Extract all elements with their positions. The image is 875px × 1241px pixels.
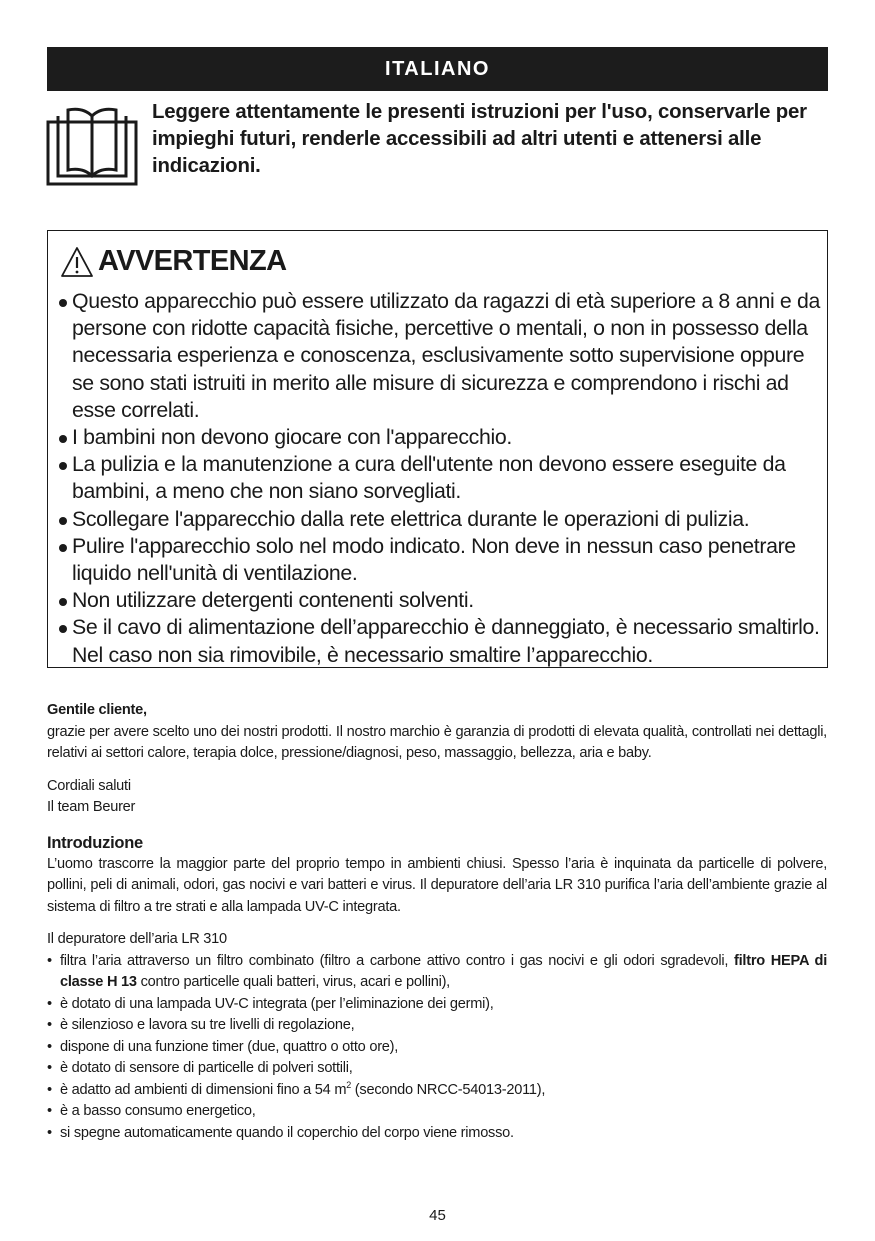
feature-item: • è silenzioso e lavora su tre livelli di regolazione, xyxy=(47,1015,827,1037)
feature-bold-text: filtro HEPA di classe H 13 xyxy=(60,952,827,990)
feature-item: • dispone di una funzione timer (due, quattro o otto ore), xyxy=(47,1037,827,1059)
warning-item: I bambini non devono giocare con l'apparecchio. xyxy=(58,424,824,451)
signature: Il team Beurer xyxy=(47,799,136,815)
introduction-text: L’uomo trascorre la maggior parte del proprio tempo in ambienti chiusi. Spesso l’aria è inquinata da particelle di polvere, pollini, peli di animali, odori, gas nocivi e vari batteri e virus. Il depuratore dell’aria LR 310 purifica l’aria dell’ambiente grazie al sistema di filtro a tre strati e alla lampada UV-C integrata. xyxy=(47,855,827,915)
superscript: 2 xyxy=(346,1079,351,1090)
feature-item: • è dotato di sensore di particelle di polveri sottili, xyxy=(47,1058,827,1080)
warning-triangle-icon xyxy=(60,246,94,278)
warning-item: Non utilizzare detergenti contenenti solventi. xyxy=(58,587,824,614)
warning-box xyxy=(47,230,828,668)
greeting-heading: Gentile cliente, xyxy=(47,702,147,718)
feature-text: filtra l’aria attraverso un filtro combinato (filtro a carbone attivo contro i gas nocivi e gli odori sgradevoli, xyxy=(60,952,729,969)
warning-heading xyxy=(60,245,286,278)
feature-item xyxy=(47,951,827,994)
language-header xyxy=(47,47,828,91)
feature-item xyxy=(47,1080,827,1102)
warning-list xyxy=(58,288,824,669)
warning-item: La pulizia e la manutenzione a cura dell'utente non devono essere eseguite da bambini, a meno che non siano sorvegliati. xyxy=(58,451,824,505)
warning-item: Se il cavo di alimentazione dell’apparecchio è danneggiato, è necessario smaltirlo. Nel caso non sia rimovibile, è necessario smaltire l’apparecchio. xyxy=(58,614,824,668)
feature-text: è adatto ad ambienti di dimensioni fino a 54 m xyxy=(60,1081,347,1098)
introduction-heading: Introduzione xyxy=(47,833,143,852)
language-label: ITALIANO xyxy=(385,57,490,80)
warning-item: Questo apparecchio può essere utilizzato da ragazzi di età superiore a 8 anni e da persone con ridotte capacità fisiche, percettive o mentali, o non in possesso della necessaria esperienza e conoscenza, esclusivamente sotto supervisione oppure se sono stati istruiti in merito alle misure di sicurezza e comprendono i rischi ad esse correlati. xyxy=(58,288,824,424)
feature-list-intro: Il depuratore dell’aria LR 310 xyxy=(47,931,227,947)
feature-item: • è a basso consumo energetico, xyxy=(47,1101,827,1123)
warning-item: Pulire l'apparecchio solo nel modo indicato. Non deve in nessun caso penetrare liquido nell'unità di ventilazione. xyxy=(58,533,824,587)
page-number: 45 xyxy=(429,1207,446,1224)
feature-item: • si spegne automaticamente quando il coperchio del corpo viene rimosso. xyxy=(47,1123,827,1145)
feature-list xyxy=(47,951,827,1145)
warning-title: AVVERTENZA xyxy=(98,245,287,277)
closing: Cordiali saluti xyxy=(47,777,131,794)
open-book-icon xyxy=(46,106,138,186)
body-content xyxy=(47,700,827,1144)
feature-text: (secondo NRCC-54013-2011), xyxy=(351,1081,546,1098)
feature-text: contro particelle quali batteri, virus, acari e pollini), xyxy=(140,974,450,990)
warning-item: Scollegare l'apparecchio dalla rete elettrica durante le operazioni di pulizia. xyxy=(58,506,824,533)
read-instructions-note: Leggere attentamente le presenti istruzioni per l'uso, conservarle per impieghi futuri, renderle accessibili ad altri utenti e attenersi alle indicazioni. xyxy=(152,101,807,177)
feature-item: • è dotato di una lampada UV-C integrata (per l’eliminazione dei germi), xyxy=(47,994,827,1016)
greeting-text: grazie per avere scelto uno dei nostri prodotti. Il nostro marchio è garanzia di prodotti di elevata qualità, controllati nei dettagli, relativi ai settori calore, terapia dolce, pressione/diagnosi, peso, massaggio, bellezza, aria e baby. xyxy=(47,723,827,761)
